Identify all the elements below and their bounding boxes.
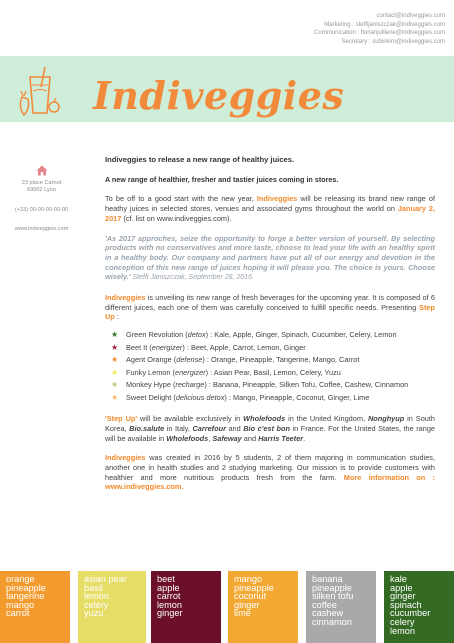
- sidebar: [0, 160, 83, 234]
- juice-item: ★ Agent Orange (defense) : Orange, Pineapple, Tangerine, Mango, Carrot: [111, 355, 360, 365]
- quote-author: Steffi Janiszczak, September 28, 2016.: [130, 274, 254, 282]
- juice-item: ★ Sweet Delight (delicious detox) : Mango, Pineapple, Coconut, Ginger, Lime: [111, 392, 370, 402]
- home-icon: [36, 165, 48, 176]
- bottle-label-line: orange: [6, 574, 35, 584]
- bottle-label-line: lemon: [390, 625, 416, 636]
- juice-bottle: [151, 571, 221, 643]
- juice-list: [111, 330, 435, 402]
- bottle-label-line: pineapple: [234, 582, 274, 593]
- headline: Indiveggies to release a new range of healthy juices.: [105, 155, 295, 164]
- juice-bottle: [384, 571, 454, 643]
- bottle-label-line: kale: [390, 574, 407, 584]
- address-line-2: 69002 Lyon: [26, 187, 57, 194]
- bottle-label-line: yuzu: [84, 608, 104, 619]
- juice-bottle: [0, 571, 70, 643]
- juice-ingredients: Banana, Pineapple, Silken Tofu, Coffee, Cashew, Cinnamon: [212, 380, 409, 390]
- star-icon: ★: [111, 392, 119, 402]
- bottle-label-line: spinach: [390, 599, 422, 610]
- range-name: 'Step Up': [105, 414, 138, 424]
- bottle-label-line: tangerine: [6, 591, 45, 602]
- availability-text: in South Korea,: [105, 414, 435, 433]
- availability-text: will be available exclusively in: [137, 414, 244, 424]
- bottle-label-line: cinnamon: [312, 616, 352, 627]
- juice-glass-vegetables-icon: [16, 63, 60, 117]
- juice-item: ★ Beet It (energizer) : Beet, Apple, Carrot, Lemon, Ginger: [111, 342, 306, 352]
- availability-text: in the United Kingdom,: [285, 414, 368, 424]
- bottle-label-line: asian pear: [84, 574, 127, 584]
- range-text-end: :: [114, 312, 119, 322]
- intro-text-3: (cf. list on www.indiveggies.com).: [121, 213, 232, 223]
- about-text: was created in 2016 by 5 students, 2 of them majoring in communication studies, another one in health studies and 2 studying marketing. Our mission is to provide customers with healthier and more nutritious products fresh from the farm.: [105, 453, 435, 482]
- juice-type: energizer: [151, 342, 183, 352]
- bottle-label-line: cucumber: [390, 608, 431, 619]
- range-name: Step Up: [105, 302, 435, 322]
- juice-bottle: [306, 571, 376, 643]
- bottle-label-line: pineapple: [312, 582, 352, 593]
- website-link[interactable]: www.indiveggies.com: [14, 226, 69, 233]
- contact-communication[interactable]: Communication : florianjulliene@indiveggies.com: [314, 30, 445, 37]
- availability-text: in France. For the United States, the range will be available in: [105, 423, 435, 443]
- juice-name: Monkey Hype: [126, 380, 171, 390]
- star-icon: ★: [111, 380, 119, 390]
- article: [105, 155, 435, 502]
- store-name: Wholefoods: [166, 433, 209, 443]
- contact-secretary[interactable]: Secretary : subinkim@indiveggies.com: [341, 38, 445, 45]
- bottle-label-line: beet: [157, 574, 175, 584]
- juice-bottle: [228, 571, 298, 643]
- store-name: Nonghyup: [367, 414, 405, 424]
- bottle-label-line: apple: [390, 582, 413, 593]
- release-date: January 2, 2017: [105, 204, 435, 223]
- bottle-label-line: ginger: [390, 591, 416, 602]
- juice-type: detox: [187, 330, 206, 340]
- juice-name: Funky Lemon: [126, 367, 171, 377]
- subheadline: A new range of healthier, fresher and tastier juices coming in stores.: [105, 174, 339, 184]
- juice-ingredients: Beet, Apple, Carrot, Lemon, Ginger: [190, 342, 306, 352]
- bottle-label-line: coffee: [312, 599, 337, 610]
- more-info-link[interactable]: More information on : www.indiveggies.com.: [105, 472, 435, 492]
- juice-name: Agent Orange: [126, 355, 172, 365]
- juice-ingredients: Asian Pear, Basil, Lemon, Celery, Yuzu: [213, 367, 341, 377]
- bottle-label-line: coconut: [234, 591, 267, 602]
- availability-text: .: [303, 433, 306, 443]
- bottle-label-line: apple: [157, 582, 180, 593]
- availability-paragraph: [105, 414, 435, 443]
- star-icon: ★: [111, 330, 119, 340]
- bottle-label-line: silken tofu: [312, 591, 354, 602]
- bottle-label-line: mango: [234, 574, 263, 584]
- bottle-label-line: lemon: [157, 599, 183, 610]
- juice-type: delicious detox: [175, 392, 225, 402]
- bottle-label-line: lime: [234, 608, 251, 619]
- bottle-label-line: lemon: [84, 591, 110, 602]
- bottle-label-line: celery: [84, 599, 109, 610]
- phone-number: (+33) 00-00-00-00-00: [14, 206, 69, 213]
- store-name: Carrefour: [192, 423, 226, 433]
- store-name: Harris Teeter: [258, 433, 304, 443]
- contact-marketing[interactable]: Marketing : steffijaniszczak@indiveggies.com: [324, 21, 445, 28]
- store-name: Wholefoods: [243, 414, 286, 424]
- brand-mention: Indiveggies: [105, 453, 146, 463]
- star-icon: ★: [111, 367, 119, 377]
- range-text: is unveiling its new range of fresh beverages for the upcoming year. It is composed of 6 different juices, each one of them was carefully conceived to fulfill specific needs. Presenting: [105, 293, 435, 312]
- bottle-strip: [0, 571, 454, 643]
- availability-text: and: [225, 423, 244, 433]
- availability-text: ,: [208, 433, 213, 443]
- bottle-label-line: pineapple: [6, 582, 46, 593]
- bottle-label-line: banana: [312, 574, 343, 584]
- bottle-label-line: ginger: [234, 599, 260, 610]
- store-name: Bio.salute: [129, 423, 165, 433]
- availability-text: and: [241, 433, 259, 443]
- juice-bottle: [78, 571, 146, 643]
- range-paragraph: [105, 293, 435, 322]
- juice-name: Beet It: [126, 342, 148, 352]
- bottle-label-line: basil: [84, 582, 103, 593]
- juice-ingredients: Mango, Pineapple, Coconut, Ginger, Lime: [232, 392, 370, 402]
- intro-text: To be off to a good start with the new year,: [105, 194, 257, 204]
- bottle-label-line: carrot: [6, 608, 30, 619]
- star-icon: ★: [111, 342, 119, 352]
- contact-list: [314, 12, 445, 46]
- intro-text-2: will be releasing its brand new range of heathy juices in selected stores, venues and associated gyms throughout the world on: [105, 194, 435, 214]
- contact-general[interactable]: contact@indiveggies.com: [376, 13, 445, 19]
- bottle-label-line: ginger: [157, 608, 183, 619]
- star-icon: ★: [111, 355, 119, 365]
- brand-name: Indiveggies: [93, 73, 345, 118]
- bottle-label-line: cashew: [312, 608, 344, 619]
- store-name: Bio c'est bon: [243, 423, 290, 433]
- juice-name: Green Revolution: [126, 330, 184, 340]
- juice-ingredients: Kale, Apple, Ginger, Spinach, Cucumber, Celery, Lemon: [214, 330, 397, 340]
- brand-mention: Indiveggies: [256, 194, 298, 204]
- availability-text: in Italy,: [164, 423, 193, 433]
- juice-item: ★ Monkey Hype (recharge) : Banana, Pineapple, Silken Tofu, Coffee, Cashew, Cinnamon: [111, 380, 409, 390]
- bottle-label-line: carrot: [157, 591, 181, 602]
- juice-item: ★ Green Revolution (detox) : Kale, Apple, Ginger, Spinach, Cucumber, Celery, Lemon: [111, 330, 397, 340]
- bottle-label-line: mango: [6, 599, 35, 610]
- juice-type: recharge: [175, 380, 205, 390]
- juice-item: ★ Funky Lemon (energizer) : Asian Pear, Basil, Lemon, Celery, Yuzu: [111, 367, 341, 377]
- store-name: Safeway: [212, 433, 242, 443]
- quote-paragraph: [105, 234, 435, 284]
- juice-name: Sweet Delight: [126, 392, 172, 402]
- brand-mention: Indiveggies: [105, 293, 146, 303]
- about-paragraph: [105, 453, 435, 492]
- quote: 'As 2017 approches, seize the opportunity to forge a better version of yourself. By selecting products with no conservatives and more taste, choose to lead your life with an healthy spirit in a healthy body. Our company and partners have put all of our energy and devotion in the conception of this new range of juices hoping it will please you. The choice is yours. Choose wisely.': [105, 233, 435, 282]
- intro-paragraph: [105, 194, 435, 223]
- juice-type: energizer: [175, 367, 206, 377]
- juice-ingredients: Orange, Pineapple, Tangerine, Mango, Carrot: [210, 355, 360, 365]
- address-line-1: 23 place Carnot: [21, 180, 62, 186]
- bottle-label-line: celery: [390, 616, 415, 627]
- juice-type: defense: [176, 355, 203, 365]
